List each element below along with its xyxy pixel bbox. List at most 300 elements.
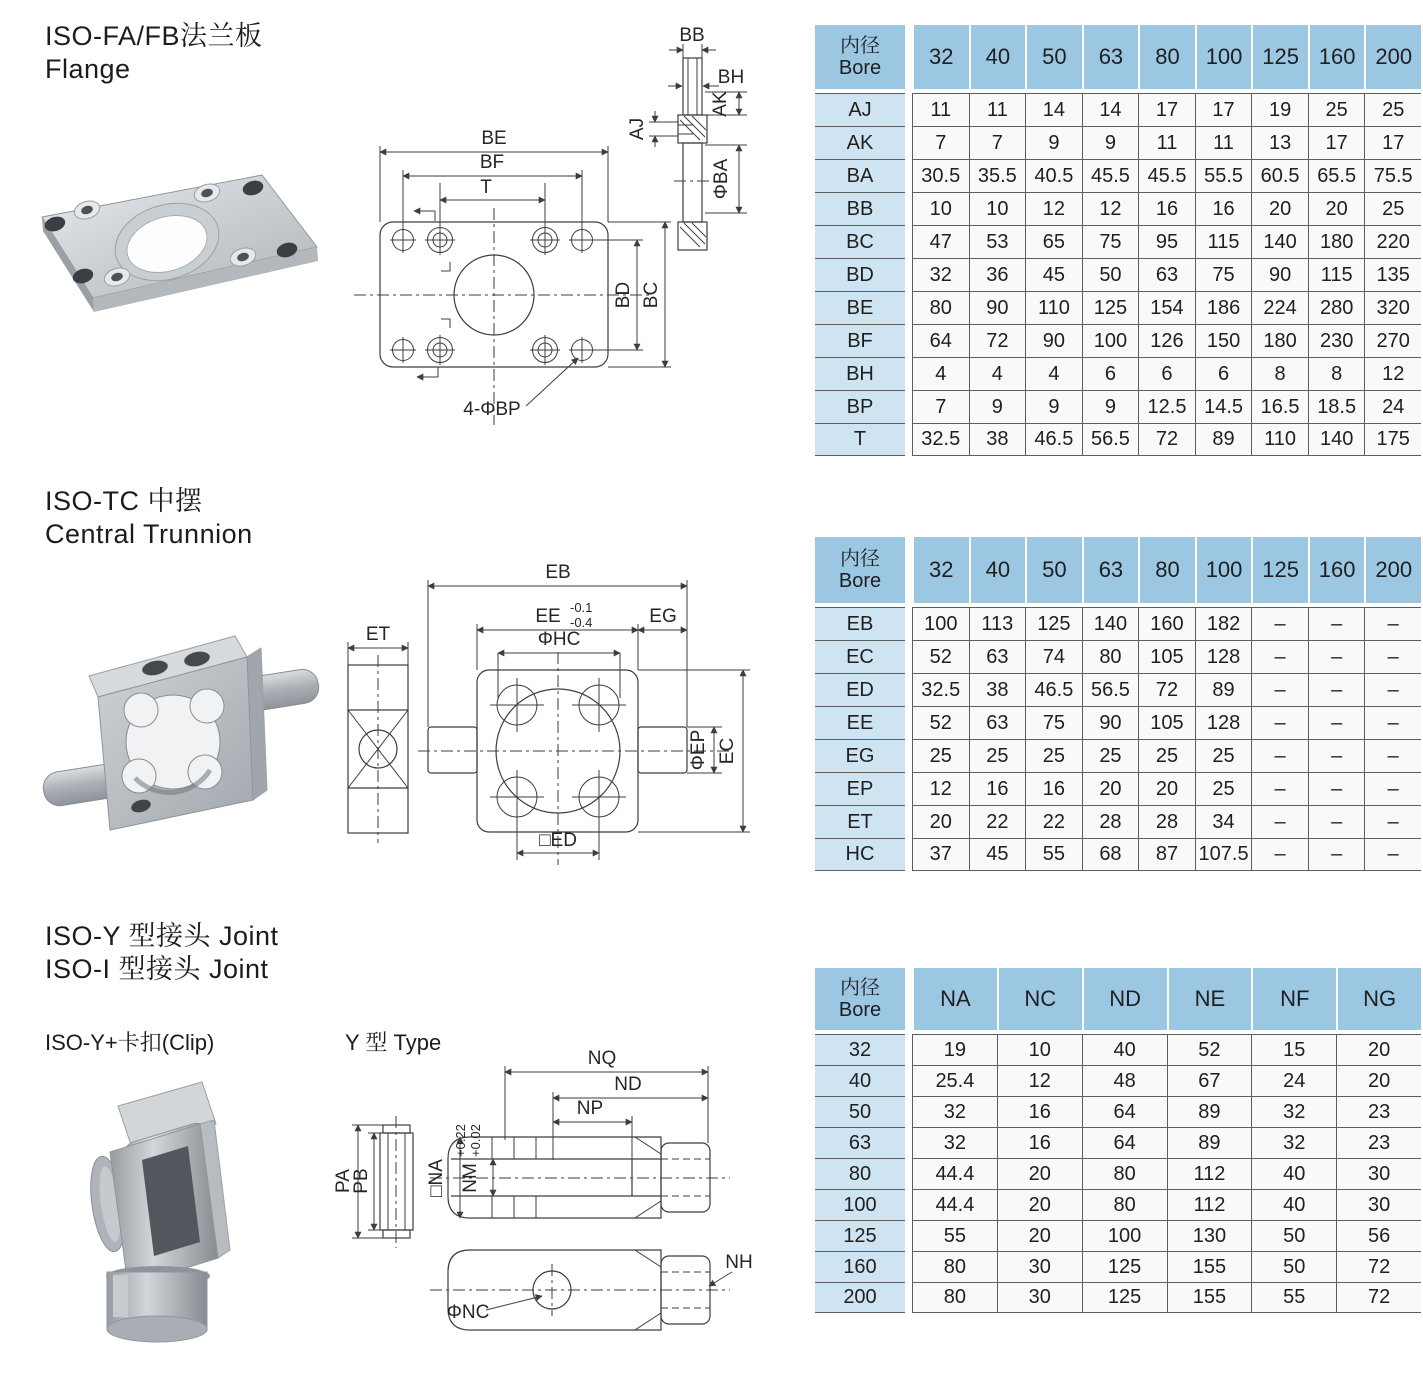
four-lobe-cutout xyxy=(122,689,224,793)
row-label: 125 xyxy=(815,1220,905,1251)
row-label: AK xyxy=(815,126,905,159)
value-cell: 52 xyxy=(1167,1034,1252,1065)
value-cell: – xyxy=(1308,673,1365,706)
value-cell: 50 xyxy=(1082,258,1139,291)
value-cell: 25 xyxy=(1364,93,1421,126)
value-cell: 16 xyxy=(1025,772,1082,805)
value-cell: 53 xyxy=(969,225,1026,258)
table-header-row xyxy=(815,968,1421,1030)
value-cell: 89 xyxy=(1195,423,1252,456)
value-cell: 135 xyxy=(1364,258,1421,291)
column-header: 63 xyxy=(1082,25,1139,89)
value-cell: – xyxy=(1251,640,1308,673)
value-cell: 25 xyxy=(1138,739,1195,772)
value-cell: 6 xyxy=(1138,357,1195,390)
value-cell: 23 xyxy=(1336,1096,1421,1127)
dim-np: NP xyxy=(576,1098,604,1119)
value-cell: 20 xyxy=(997,1220,1082,1251)
value-cell: – xyxy=(1251,706,1308,739)
value-cell: 25 xyxy=(1195,739,1252,772)
value-cell: 25 xyxy=(1308,93,1365,126)
value-cell: 9 xyxy=(969,390,1026,423)
trunnion-title-en: Central Trunnion xyxy=(45,518,253,549)
table-row xyxy=(815,805,1421,838)
joint-sub-label-clip: ISO-Y+卡扣(Clip) xyxy=(45,1030,215,1055)
table-row xyxy=(815,390,1421,423)
value-cell: 12 xyxy=(1364,357,1421,390)
value-cell: 128 xyxy=(1195,706,1252,739)
value-cell: 37 xyxy=(912,838,969,871)
corner-line: 内径 xyxy=(840,976,880,999)
value-cell: 180 xyxy=(1308,225,1365,258)
dim-t: T xyxy=(480,177,492,198)
table-gap xyxy=(905,324,912,357)
row-label: 160 xyxy=(815,1251,905,1282)
value-cell: 55 xyxy=(912,1220,997,1251)
value-cell: 12 xyxy=(1082,192,1139,225)
column-header: 100 xyxy=(1195,537,1252,603)
value-cell: 110 xyxy=(1251,423,1308,456)
value-cell: 186 xyxy=(1195,291,1252,324)
value-cell: 67 xyxy=(1167,1065,1252,1096)
value-cell: 72 xyxy=(1138,673,1195,706)
value-cell: 17 xyxy=(1364,126,1421,159)
value-cell: 90 xyxy=(1251,258,1308,291)
column-header: 80 xyxy=(1138,25,1195,89)
value-cell: 60.5 xyxy=(1251,159,1308,192)
value-cell: 125 xyxy=(1082,1282,1167,1313)
flange-title-zh: ISO-FA/FB法兰板 xyxy=(45,21,263,51)
table-gap xyxy=(905,1189,912,1220)
value-cell: 130 xyxy=(1167,1220,1252,1251)
value-cell: 12 xyxy=(912,772,969,805)
row-label: AJ xyxy=(815,93,905,126)
value-cell: 80 xyxy=(912,291,969,324)
dim-nm: NM xyxy=(460,1163,481,1193)
trunnion-section-title xyxy=(45,485,253,551)
table-gap xyxy=(905,739,912,772)
column-header: 63 xyxy=(1082,537,1139,603)
table-gap xyxy=(905,1282,912,1313)
row-label: HC xyxy=(815,838,905,871)
value-cell: 17 xyxy=(1138,93,1195,126)
value-cell: 11 xyxy=(912,93,969,126)
value-cell: 140 xyxy=(1251,225,1308,258)
dim-hc: ΦHC xyxy=(537,629,581,650)
column-header: NF xyxy=(1251,968,1336,1030)
dim-nd: ND xyxy=(614,1074,642,1095)
value-cell: 20 xyxy=(912,805,969,838)
dim-nq: NQ xyxy=(587,1048,617,1069)
value-cell: 44.4 xyxy=(912,1189,997,1220)
table-gap xyxy=(905,838,912,871)
table-gap xyxy=(905,1251,912,1282)
joint-sub-label-type: Y 型 Type xyxy=(345,1030,442,1055)
row-label: EE xyxy=(815,706,905,739)
table-row xyxy=(815,1127,1421,1158)
row-label: EC xyxy=(815,640,905,673)
value-cell: 46.5 xyxy=(1025,673,1082,706)
table-gap xyxy=(905,93,912,126)
corner-line: Bore xyxy=(838,999,882,1021)
value-cell: 9 xyxy=(1025,390,1082,423)
table-row xyxy=(815,673,1421,706)
table-row xyxy=(815,1158,1421,1189)
value-cell: – xyxy=(1364,607,1421,640)
value-cell: 80 xyxy=(1082,640,1139,673)
value-cell: 34 xyxy=(1195,805,1252,838)
value-cell: 16 xyxy=(1195,192,1252,225)
value-cell: – xyxy=(1308,706,1365,739)
value-cell: 20 xyxy=(1082,772,1139,805)
row-label: ED xyxy=(815,673,905,706)
yjoint-drawing xyxy=(330,1040,795,1392)
value-cell: – xyxy=(1308,772,1365,805)
table-gap xyxy=(905,25,912,89)
value-cell: 12 xyxy=(1025,192,1082,225)
value-cell: – xyxy=(1251,838,1308,871)
value-cell: – xyxy=(1251,772,1308,805)
value-cell: 44.4 xyxy=(912,1158,997,1189)
value-cell: 52 xyxy=(912,640,969,673)
value-cell: 25 xyxy=(1195,772,1252,805)
table-gap xyxy=(905,1096,912,1127)
table-row xyxy=(815,93,1421,126)
value-cell: 40 xyxy=(1251,1158,1336,1189)
value-cell: 30 xyxy=(997,1251,1082,1282)
joint-title-line2: ISO-I 型接头 Joint xyxy=(45,953,269,984)
value-cell: 55 xyxy=(1025,838,1082,871)
corner-line: Bore xyxy=(838,57,882,79)
value-cell: 25 xyxy=(912,739,969,772)
value-cell: 56.5 xyxy=(1082,673,1139,706)
column-header: 50 xyxy=(1025,537,1082,603)
row-label: BP xyxy=(815,390,905,423)
value-cell: 11 xyxy=(969,93,1026,126)
value-cell: 45.5 xyxy=(1082,159,1139,192)
value-cell: 75 xyxy=(1082,225,1139,258)
value-cell: 30 xyxy=(1336,1189,1421,1220)
row-label: BB xyxy=(815,192,905,225)
flange-drawing xyxy=(350,15,800,450)
value-cell: 10 xyxy=(912,192,969,225)
dim-aj: AJ xyxy=(627,117,648,141)
value-cell: 80 xyxy=(1082,1158,1167,1189)
table-gap xyxy=(905,772,912,805)
table-gap xyxy=(905,258,912,291)
row-label: 63 xyxy=(815,1127,905,1158)
value-cell: 25 xyxy=(1025,739,1082,772)
value-cell: 90 xyxy=(969,291,1026,324)
value-cell: 17 xyxy=(1308,126,1365,159)
value-cell: 46.5 xyxy=(1025,423,1082,456)
value-cell: – xyxy=(1251,739,1308,772)
value-cell: 47 xyxy=(912,225,969,258)
value-cell: 40 xyxy=(1082,1034,1167,1065)
value-cell: 105 xyxy=(1138,640,1195,673)
trunnion-spec-table xyxy=(815,537,1421,871)
table-row xyxy=(815,640,1421,673)
dim-eb: EB xyxy=(545,562,571,583)
value-cell: 90 xyxy=(1025,324,1082,357)
value-cell: 20 xyxy=(1308,192,1365,225)
column-header: 32 xyxy=(912,25,969,89)
row-label: BC xyxy=(815,225,905,258)
value-cell: 6 xyxy=(1195,357,1252,390)
row-label: 200 xyxy=(815,1282,905,1313)
corner-line: 内径 xyxy=(840,547,880,570)
table-gap xyxy=(905,1065,912,1096)
value-cell: 22 xyxy=(1025,805,1082,838)
value-cell: 14 xyxy=(1082,93,1139,126)
value-cell: 36 xyxy=(969,258,1026,291)
value-cell: – xyxy=(1364,706,1421,739)
dim-na: □NA xyxy=(426,1159,447,1197)
value-cell: 28 xyxy=(1138,805,1195,838)
value-cell: – xyxy=(1364,640,1421,673)
value-cell: 220 xyxy=(1364,225,1421,258)
value-cell: 80 xyxy=(912,1282,997,1313)
table-row xyxy=(815,357,1421,390)
value-cell: 50 xyxy=(1251,1251,1336,1282)
table-row xyxy=(815,423,1421,456)
table-row xyxy=(815,1189,1421,1220)
column-header: ND xyxy=(1082,968,1167,1030)
value-cell: 14 xyxy=(1025,93,1082,126)
value-cell: 52 xyxy=(912,706,969,739)
value-cell: 14.5 xyxy=(1195,390,1252,423)
value-cell: 12.5 xyxy=(1138,390,1195,423)
value-cell: – xyxy=(1308,607,1365,640)
value-cell: 16 xyxy=(1138,192,1195,225)
table-row xyxy=(815,324,1421,357)
table-gap xyxy=(905,805,912,838)
flange-photo xyxy=(15,158,335,373)
value-cell: 113 xyxy=(969,607,1026,640)
trunnion-title-zh: ISO-TC 中摆 xyxy=(45,486,203,516)
table-row xyxy=(815,838,1421,871)
value-cell: 64 xyxy=(912,324,969,357)
dim-pb: PB xyxy=(351,1168,372,1194)
column-header: 32 xyxy=(912,537,969,603)
row-label: BE xyxy=(815,291,905,324)
value-cell: 63 xyxy=(969,706,1026,739)
value-cell: – xyxy=(1308,640,1365,673)
table-row xyxy=(815,126,1421,159)
column-header: 80 xyxy=(1138,537,1195,603)
table-gap xyxy=(905,1220,912,1251)
table-row xyxy=(815,225,1421,258)
table-gap xyxy=(905,192,912,225)
value-cell: 105 xyxy=(1138,706,1195,739)
table-row xyxy=(815,739,1421,772)
value-cell: 55 xyxy=(1251,1282,1336,1313)
value-cell: 230 xyxy=(1308,324,1365,357)
table-gap xyxy=(905,291,912,324)
column-header: 125 xyxy=(1251,25,1308,89)
dim-ed: □ED xyxy=(539,830,577,851)
column-header: 125 xyxy=(1251,537,1308,603)
value-cell: 6 xyxy=(1082,357,1139,390)
value-cell: 20 xyxy=(1138,772,1195,805)
value-cell: 11 xyxy=(1138,126,1195,159)
value-cell: – xyxy=(1364,673,1421,706)
value-cell: 15 xyxy=(1251,1034,1336,1065)
value-cell: 4 xyxy=(1025,357,1082,390)
value-cell: – xyxy=(1308,739,1365,772)
table-row xyxy=(815,706,1421,739)
value-cell: 182 xyxy=(1195,607,1252,640)
value-cell: 87 xyxy=(1138,838,1195,871)
value-cell: 20 xyxy=(997,1189,1082,1220)
value-cell: 8 xyxy=(1308,357,1365,390)
value-cell: 126 xyxy=(1138,324,1195,357)
value-cell: – xyxy=(1364,838,1421,871)
table-row xyxy=(815,192,1421,225)
column-header: 200 xyxy=(1364,537,1421,603)
value-cell: 28 xyxy=(1082,805,1139,838)
value-cell: 63 xyxy=(969,640,1026,673)
value-cell: 224 xyxy=(1251,291,1308,324)
dim-nm-tol-upper: +0.22 xyxy=(453,1124,468,1157)
value-cell: 155 xyxy=(1167,1282,1252,1313)
table-gap xyxy=(905,537,912,603)
dim-be: BE xyxy=(481,128,507,149)
bore-corner-cell xyxy=(815,537,905,603)
value-cell: 7 xyxy=(969,126,1026,159)
value-cell: 100 xyxy=(912,607,969,640)
value-cell: 50 xyxy=(1251,1220,1336,1251)
value-cell: 48 xyxy=(1082,1065,1167,1096)
value-cell: 25.4 xyxy=(912,1065,997,1096)
value-cell: 8 xyxy=(1251,357,1308,390)
dim-bp: 4-ΦBP xyxy=(463,399,521,420)
value-cell: 20 xyxy=(997,1158,1082,1189)
value-cell: 125 xyxy=(1082,1251,1167,1282)
value-cell: 75.5 xyxy=(1364,159,1421,192)
table-gap xyxy=(905,1127,912,1158)
value-cell: 9 xyxy=(1025,126,1082,159)
corner-line: Bore xyxy=(838,570,882,592)
column-header: 160 xyxy=(1308,537,1365,603)
value-cell: 72 xyxy=(969,324,1026,357)
table-row xyxy=(815,1220,1421,1251)
value-cell: 160 xyxy=(1138,607,1195,640)
value-cell: 32 xyxy=(1251,1127,1336,1158)
value-cell: 40 xyxy=(1251,1189,1336,1220)
column-header: NG xyxy=(1336,968,1421,1030)
row-label: 80 xyxy=(815,1158,905,1189)
table-gap xyxy=(905,1158,912,1189)
column-header: NC xyxy=(997,968,1082,1030)
row-label: BH xyxy=(815,357,905,390)
row-label: BD xyxy=(815,258,905,291)
table-gap xyxy=(905,126,912,159)
value-cell: 320 xyxy=(1364,291,1421,324)
pin-side-view xyxy=(380,1116,413,1248)
flange-title-en: Flange xyxy=(45,53,131,84)
value-cell: 115 xyxy=(1308,258,1365,291)
value-cell: 24 xyxy=(1251,1065,1336,1096)
value-cell: 11 xyxy=(1195,126,1252,159)
table-gap xyxy=(905,357,912,390)
value-cell: 9 xyxy=(1082,126,1139,159)
joint-title-line1: ISO-Y 型接头 Joint xyxy=(45,921,279,951)
table-gap xyxy=(905,640,912,673)
value-cell: 22 xyxy=(969,805,1026,838)
value-cell: 4 xyxy=(969,357,1026,390)
value-cell: 32 xyxy=(912,258,969,291)
table-row xyxy=(815,772,1421,805)
value-cell: 32 xyxy=(912,1127,997,1158)
row-label: BF xyxy=(815,324,905,357)
dim-bd: BD xyxy=(613,281,634,309)
table-row xyxy=(815,258,1421,291)
value-cell: 112 xyxy=(1167,1189,1252,1220)
value-cell: 80 xyxy=(1082,1189,1167,1220)
value-cell: 4 xyxy=(912,357,969,390)
value-cell: 89 xyxy=(1167,1096,1252,1127)
row-label: ET xyxy=(815,805,905,838)
column-header: NE xyxy=(1167,968,1252,1030)
dim-ba: ΦBA xyxy=(711,158,732,200)
value-cell: 155 xyxy=(1167,1251,1252,1282)
table-row xyxy=(815,1251,1421,1282)
value-cell: 16 xyxy=(969,772,1026,805)
value-cell: 19 xyxy=(912,1034,997,1065)
dim-et: ET xyxy=(365,624,391,645)
value-cell: 95 xyxy=(1138,225,1195,258)
value-cell: 90 xyxy=(1082,706,1139,739)
value-cell: 280 xyxy=(1308,291,1365,324)
value-cell: 12 xyxy=(997,1065,1082,1096)
value-cell: 75 xyxy=(1195,258,1252,291)
value-cell: 30.5 xyxy=(912,159,969,192)
bore-corner-cell xyxy=(815,25,905,89)
value-cell: – xyxy=(1251,607,1308,640)
value-cell: 7 xyxy=(912,126,969,159)
value-cell: 25 xyxy=(1364,192,1421,225)
dim-ec: EC xyxy=(717,737,738,765)
trunnion-photo xyxy=(25,598,335,883)
value-cell: 128 xyxy=(1195,640,1252,673)
table-row xyxy=(815,607,1421,640)
value-cell: 150 xyxy=(1195,324,1252,357)
value-cell: 75 xyxy=(1025,706,1082,739)
value-cell: 24 xyxy=(1364,390,1421,423)
value-cell: 125 xyxy=(1025,607,1082,640)
value-cell: 13 xyxy=(1251,126,1308,159)
value-cell: 115 xyxy=(1195,225,1252,258)
value-cell: – xyxy=(1364,772,1421,805)
value-cell: 65.5 xyxy=(1308,159,1365,192)
value-cell: 7 xyxy=(912,390,969,423)
value-cell: 112 xyxy=(1167,1158,1252,1189)
row-label: 40 xyxy=(815,1065,905,1096)
value-cell: 140 xyxy=(1082,607,1139,640)
value-cell: 25 xyxy=(969,739,1026,772)
table-header-row xyxy=(815,537,1421,603)
value-cell: 17 xyxy=(1195,93,1252,126)
value-cell: 38 xyxy=(969,423,1026,456)
value-cell: 9 xyxy=(1082,390,1139,423)
value-cell: 20 xyxy=(1336,1065,1421,1096)
flange-side-view xyxy=(674,58,712,250)
dim-pa: PA xyxy=(333,1169,354,1193)
flange-spec-table xyxy=(815,25,1421,456)
column-header: 160 xyxy=(1308,25,1365,89)
row-label: EP xyxy=(815,772,905,805)
